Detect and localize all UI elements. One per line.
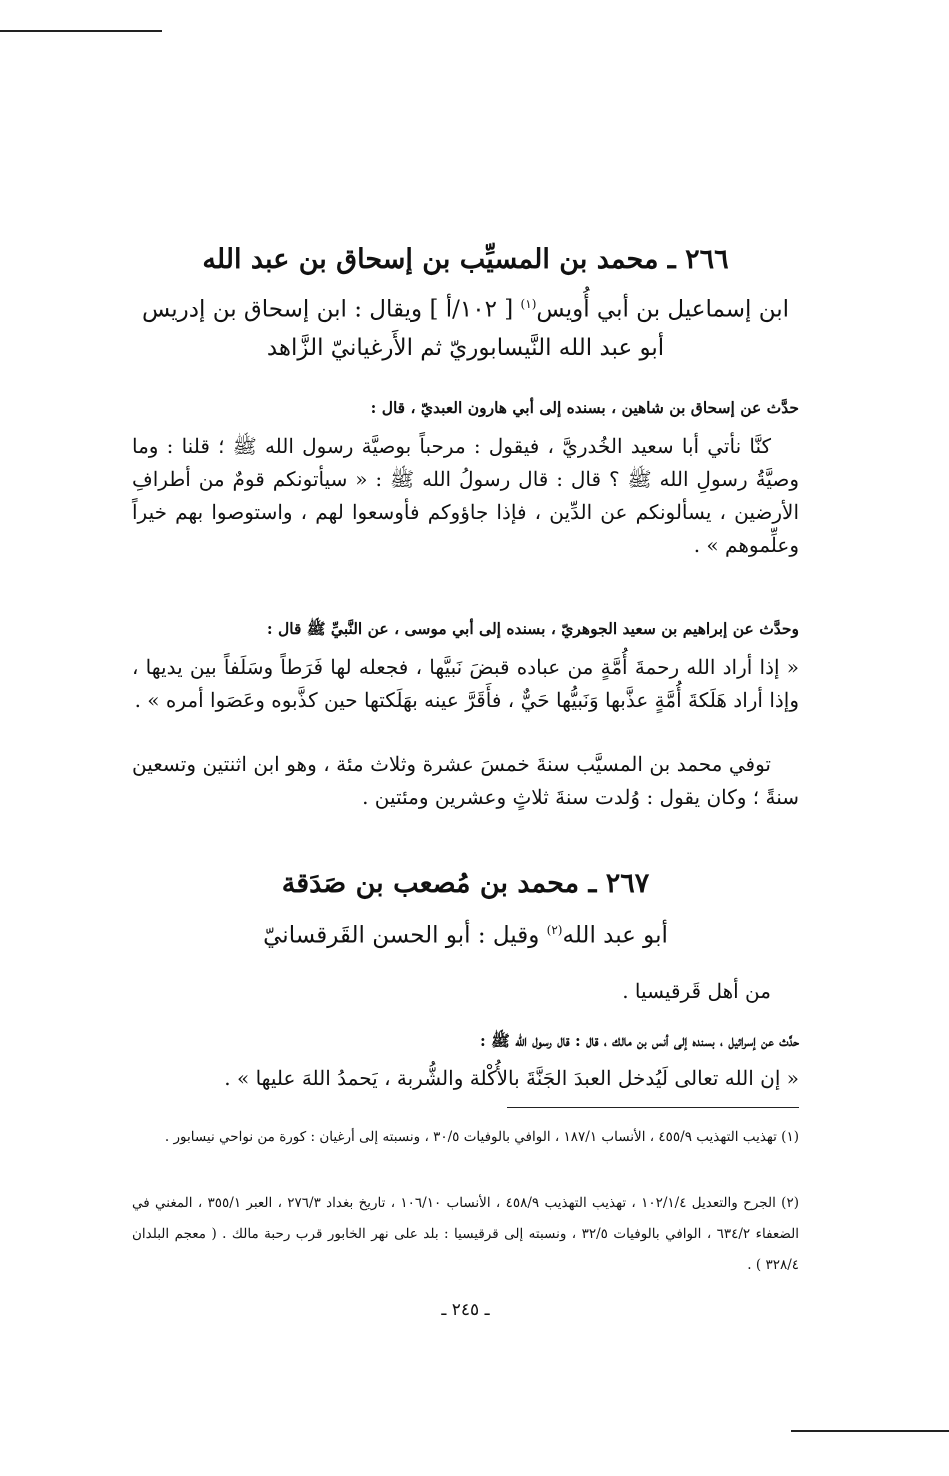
footnote-ref-1: (١) [520, 297, 537, 311]
bottom-rule [791, 1430, 949, 1432]
footnote-2: (٢) الجرح والتعديل ١٠٢/١/٤ ، تهذيب التهذيب ٤٥٨/٩ ، الأنساب ١٠٦/١٠ ، تاريخ بغداد ٢٧٦/٣ ، العبر ٣٥٥/١ ، المغني في الضعفاء ٦٣٤/٢ ، الوافي بالوفيات ٣٢/٥ ، ونسبته إلى قرقيسيا : بلد على نهر الخابور قرب رحبة مالك . ( معجم البلدان ٣٢٨/٤ ) . [132, 1195, 799, 1273]
footnote-ref-2: (٢) [546, 923, 563, 937]
entry-266-heading: ٢٦٦ ـ محمد بن المسيِّب بن إسحاق بن عبد الله [202, 244, 729, 275]
entry-266-isnad-1: حدَّث عن إسحاق بن شاهين ، بسنده إلى أبي هارون العبديّ ، قال : [370, 398, 799, 417]
entry-266-death: توفي محمد بن المسيَّب سنةَ خمسَ عشرة وثلاث مئة ، وهو ابن اثنتين وتسعين سنةً ؛ وكان يقول : وُلدت سنةَ ثلاثٍ وعشرين ومئتين . [132, 752, 799, 809]
entry-266-isnad-2: وحدَّث عن إبراهيم بن سعيد الجوهريّ ، بسنده إلى أبي موسى ، عن النَّبيِّ ﷺ قال : [266, 619, 799, 638]
entry-267-hadith: « إن الله تعالى لَيُدخل العبدَ الجَنَّةَ بالأُكْلة والشُّربة ، يَحمدُ اللهَ عليها » . [224, 1066, 799, 1090]
entry-267-kunya: أبو عبد الله$^{(٢)}$ وقيل : أبو الحسن القَرقسانيّ [263, 922, 668, 949]
entry-267-isnad: حدَّث عن إسرائيل ، بسنده إلى أنس بن مالك ، قال : قال رسول الله ﷺ : [480, 1031, 799, 1050]
entry-266-lineage: ابن إسماعيل بن أبي أُويس$^{(١)}$ [ ١٠٢/أ ] ويقال : ابن إسحاق بن إدريس [141, 296, 790, 323]
page-number: ـ ٢٤٥ ـ [441, 1300, 490, 1320]
top-rule [0, 30, 162, 32]
entry-266-kunya: أبو عبد الله النَّيسابوريّ ثم الأَرغيانيّ الزَّاهد [266, 335, 665, 361]
footnote-rule [507, 1107, 799, 1108]
entry-266-hadith-2: « إذا أراد الله رحمةَ أُمَّةٍ من عباده قبضَ نَبيَّها ، فجعله لها فَرَطاً وسَلَفاً بين يديها ، وإذا أراد هَلَكةَ أُمَّةٍ عذَّبها وَنَبيُّها حَيٌّ ، فأَقَرَّ عينه بهَلَكتها حين كذَّبوه وعَصَوا أمره » . [132, 655, 799, 712]
entry-266-hadith-1: كنَّا نأتي أبا سعيد الخُدريَّ ، فيقول : مرحباً بوصيَّة رسول الله ﷺ ؛ قلنا : وما وصيَّةُ رسولِ الله ﷺ ؟ قال : قال رسولُ الله ﷺ : « سيأتونكم قومٌ من أطرافِ الأرضين ، يسألونكم عن الدِّين ، فإذا جاؤوكم فأوسعوا لهم ، واستوصوا بهم خيراً وعلِّموهم » . [132, 434, 799, 557]
entry-267-origin: من أهل قَرقيسيا . [622, 979, 771, 1003]
footnote-1: (١) تهذيب التهذيب ٤٥٥/٩ ، الأنساب ١٨٧/١ ، الوافي بالوفيات ٣٠/٥ ، ونسبته إلى أرغيان : كورة من نواحي نيسابور . [164, 1129, 799, 1145]
entry-267-heading: ٢٦٧ ـ محمد بن مُصعب بن صَدَقة [281, 868, 650, 899]
